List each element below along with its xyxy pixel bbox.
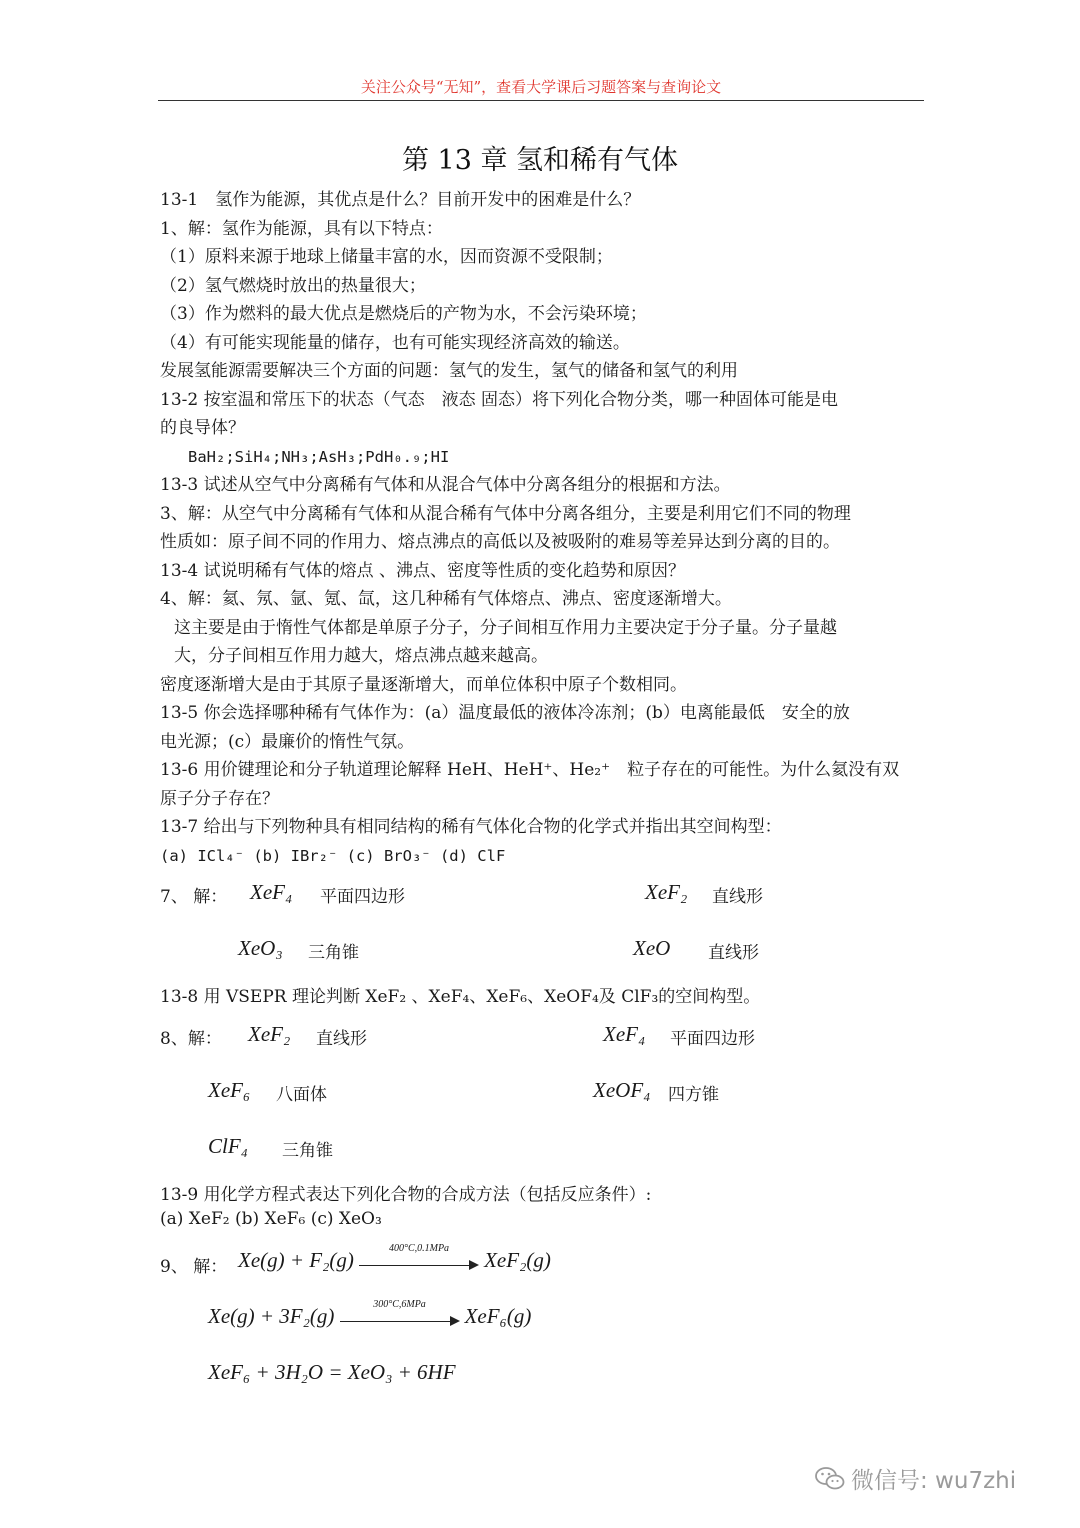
- question-8: 13-8 用 VSEPR 理论判断 XeF₂ 、XeF₄、XeF₆、XeOF₄及 ClF₃的空间构型。: [160, 987, 761, 1007]
- text-line: 原子分子存在？: [160, 788, 279, 809]
- text-line: 13-3 试述从空气中分离稀有气体和从混合气体中分离各组分的根据和方法。: [160, 475, 731, 495]
- answer-8-label: 8、解：: [160, 1029, 222, 1049]
- formula: XeF₂: [248, 1022, 291, 1046]
- text-line: 13-1 氢作为能源，其优点是什么？目前开发中的困难是什么？: [160, 190, 641, 210]
- equation-1: [238, 1242, 551, 1273]
- chapter-title: 第 13 章 氢和稀有气体: [401, 145, 679, 176]
- formula: XeOF₄: [593, 1078, 651, 1102]
- text-line: 13-4 试说明稀有气体的熔点 、沸点、密度等性质的变化趋势和原因？: [160, 560, 685, 581]
- text-line: （3）作为燃料的最大优点是燃烧后的产物为水，不会污染环境；: [160, 304, 647, 324]
- formula: XeF₄: [603, 1022, 646, 1046]
- formula: XeF₄: [250, 880, 293, 904]
- wechat-icon: [815, 1466, 845, 1498]
- equation-2: [208, 1298, 532, 1329]
- formula: ClF₄: [208, 1134, 248, 1158]
- compound-list: BaH₂;SiH₄;NH₃;AsH₃;PdH₀.₉;HI: [188, 447, 450, 466]
- text-line: 3、解：从空气中分离稀有气体和从混合稀有气体中分离各组分，主要是利用它们不同的物理: [160, 503, 851, 524]
- answer-9-label: 9、 解：: [160, 1257, 228, 1277]
- formula: XeO: [633, 936, 671, 960]
- page-header: 关注公众号“无知”，查看大学课后习题答案与查询论文: [360, 78, 722, 96]
- text-line: 的良导体？: [160, 418, 245, 438]
- reaction-arrow: [359, 1242, 479, 1273]
- text-line: （4）有可能实现能量的储存，也有可能实现经济高效的输送。: [160, 332, 630, 353]
- text-line: 密度逐渐增大是由于其原子量逐渐增大，而单位体积中原子个数相同。: [160, 674, 687, 695]
- equation-products: XeF₂(g): [484, 1248, 551, 1272]
- text-line: 4、解：氦、氖、氩、氪、氙，这几种稀有气体熔点、沸点、密度逐渐增大。: [160, 589, 732, 609]
- text-line: 13-6 用价键理论和分子轨道理论解释 HeH、HeH⁺、He₂⁺ 粒子存在的可能性。为什么氦没有双: [160, 760, 900, 780]
- shape-label: 三角锥: [282, 1141, 333, 1161]
- shape-label: 直线形: [708, 943, 759, 963]
- equation-3: XeF₆ + 3H₂O = XeO₃ + 6HF: [208, 1360, 456, 1384]
- document-body: [160, 186, 925, 870]
- shape-label: 直线形: [712, 887, 763, 907]
- formula: XeO₃: [238, 936, 283, 960]
- reaction-condition: 300°C,6MPa: [373, 1298, 426, 1310]
- question-9-items: (a) XeF₂ (b) XeF₆ (c) XeO₃: [160, 1209, 382, 1229]
- watermark-text: 微信号: wu7zhi: [851, 1468, 1017, 1494]
- shape-label: 直线形: [316, 1029, 367, 1049]
- shape-label: 八面体: [276, 1085, 327, 1105]
- text-line: 性质如：原子间不同的作用力、熔点沸点的高低以及被吸附的难易等差异达到分离的目的。: [160, 532, 840, 552]
- answer-7-label: 7、 解：: [160, 887, 228, 907]
- text-line: 1、解：氢作为能源，具有以下特点：: [160, 218, 443, 239]
- equation-products: XeF₆(g): [464, 1304, 532, 1328]
- text-line: （1）原料来源于地球上储量丰富的水，因而资源不受限制；: [160, 247, 613, 267]
- shape-label: 平面四边形: [670, 1029, 755, 1049]
- text-line: 13-2 按室温和常压下的状态（气态 液态 固态）将下列化合物分类，哪一种固体可能是电: [160, 389, 838, 410]
- text-line: 13-5 你会选择哪种稀有气体作为：(a）温度最低的液体冷冻剂；(b）电离能最低 安全的放: [160, 703, 850, 723]
- shape-label: 平面四边形: [320, 887, 405, 907]
- wechat-watermark: [815, 1462, 1016, 1498]
- equation-reactants: Xe(g) + F₂(g): [238, 1248, 354, 1272]
- text-line: 13-7 给出与下列物种具有相同结构的稀有气体化合物的化学式并指出其空间构型：: [160, 817, 782, 837]
- shape-label: 四方锥: [668, 1085, 719, 1105]
- shape-label: 三角锥: [308, 943, 359, 963]
- text-line: 电光源；(c）最廉价的惰性气氛。: [160, 731, 415, 752]
- reaction-arrow: [340, 1298, 460, 1329]
- reaction-condition: 400°C,0.1MPa: [388, 1242, 450, 1254]
- question-9: 13-9 用化学方程式表达下列化合物的合成方法（包括反应条件）:: [160, 1185, 652, 1205]
- text-line: 发展氢能源需要解决三个方面的问题：氢气的发生，氢气的储备和氢气的利用: [160, 361, 738, 381]
- species-list: (a) ICl₄⁻ (b) IBr₂⁻ (c) BrO₃⁻ (d) ClF: [160, 846, 506, 865]
- text-line: 这主要是由于惰性气体都是单原子分子，分子间相互作用力主要决定于分子量。分子量越: [174, 617, 837, 638]
- formula: XeF₆: [208, 1078, 251, 1102]
- text-line: 大，分子间相互作用力越大，熔点沸点越来越高。: [174, 646, 548, 666]
- equation-reactants: Xe(g) + 3F₂(g): [208, 1304, 335, 1328]
- formula: XeF₂: [645, 880, 688, 904]
- header-divider: [158, 100, 924, 101]
- text-line: （2）氢气燃烧时放出的热量很大；: [160, 275, 426, 296]
